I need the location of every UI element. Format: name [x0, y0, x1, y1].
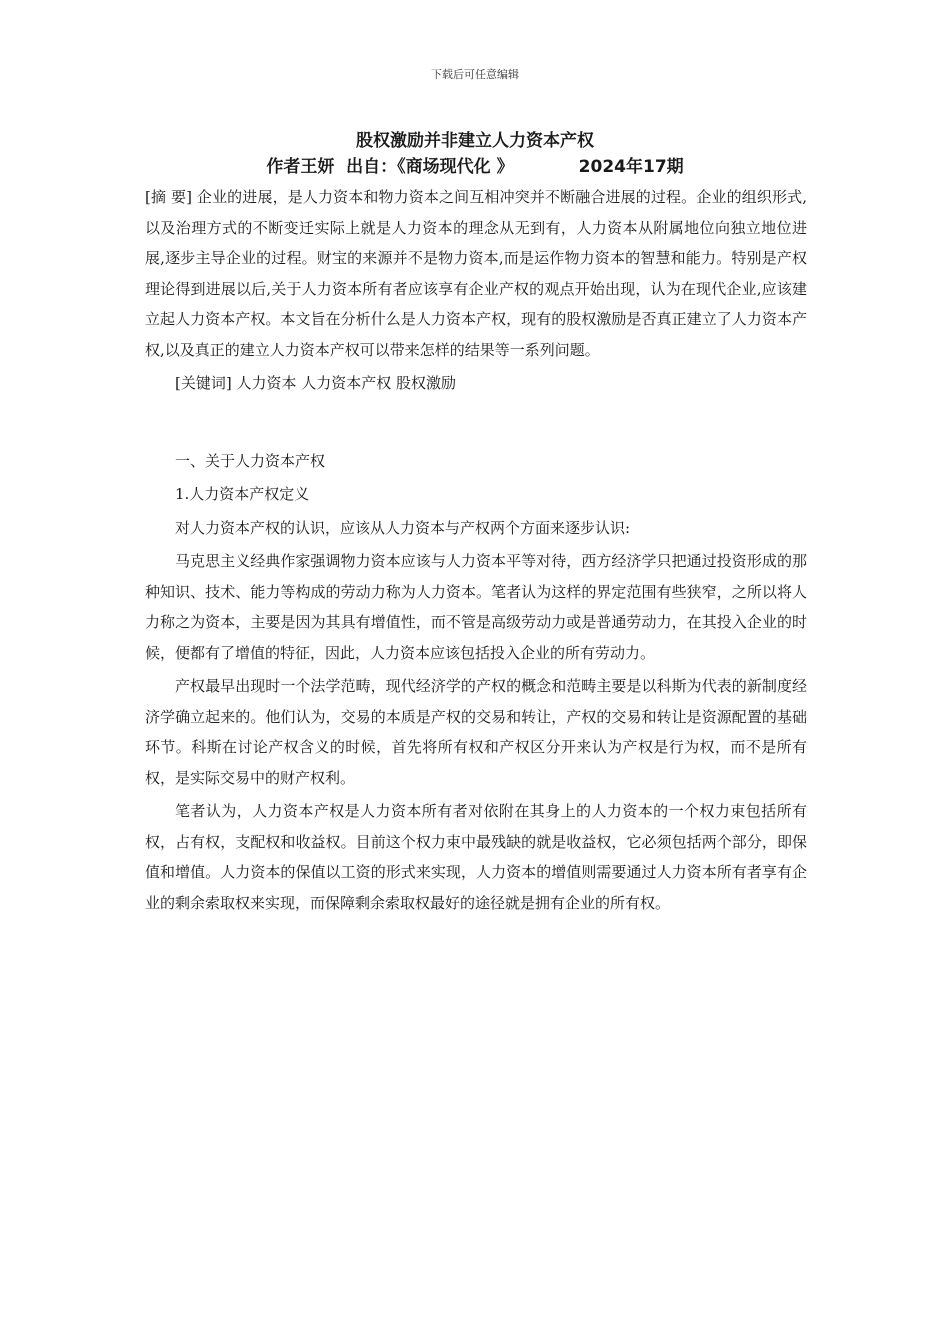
article-body	[145, 182, 807, 918]
header-note: 下载后可任意编辑	[431, 68, 519, 81]
section-heading: 一、关于人力资本产权	[175, 451, 326, 470]
abstract-paragraph: [摘 要] 企业的进展，是人力资本和物力资本之间互相冲突并不断融合进展的过程。企业的组织形式,以及治理方式的不断变迁实际上就是人力资本的理念从无到有，人力资本从附属地位向独立地位进展,逐步主导企业的过程。财宝的来源并不是物力资本,而是运作物力资本的智慧和能力。特别是产权理论得到进展以后,关于人力资本所有者应该享有企业产权的观点开始出现，认为在现代企业,应该建立起人力资本产权。本文旨在分析什么是人力资本产权，现有的股权激励是否真正建立了人力资本产权,以及真正的建立人力资本产权可以带来怎样的结果等一系列问题。	[145, 188, 807, 359]
subsection-heading: 1.人力资本产权定义	[175, 485, 310, 503]
article-title: 股权激励并非建立人力资本产权	[356, 131, 594, 151]
keywords-paragraph: [关键词] 人力资本 人力资本产权 股权激励	[175, 374, 457, 392]
body-paragraph: 产权最早出现时一个法学范畴，现代经济学的产权的概念和范畴主要是以科斯为代表的新制度经济学确立起来的。他们认为，交易的本质是产权的交易和转让，产权的交易和转让是资源配置的基础环节。科斯在讨论产权含义的时候，首先将所有权和产权区分开来认为产权是行为权，而不是所有权，是实际交易中的财产权利。	[145, 677, 807, 787]
article-byline: 作者王妍 出自：《商场现代化 》 2024年17期	[266, 157, 684, 177]
body-paragraph: 对人力资本产权的认识，应该从人力资本与产权两个方面来逐步认识:	[175, 518, 631, 537]
body-paragraph: 马克思主义经典作家强调物力资本应该与人力资本平等对待，西方经济学只把通过投资形成的那种知识、技术、能力等构成的劳动力称为人力资本。笔者认为这样的界定范围有些狭窄，之所以将人力称之为资本，主要是因为其具有增值性，而不管是高级劳动力或是普通劳动力，在其投入企业的时候，便都有了增值的特征，因此，人力资本应该包括投入企业的所有劳动力。	[145, 552, 807, 662]
body-paragraph: 笔者认为，人力资本产权是人力资本所有者对依附在其身上的人力资本的一个权力束包括所有权，占有权，支配权和收益权。目前这个权力束中最残缺的就是收益权，它必须包括两个部分，即保值和增值。人力资本的保值以工资的形式来实现，人力资本的增值则需要通过人力资本所有者享有企业的剩余索取权来实现，而保障剩余索取权最好的途径就是拥有企业的所有权。	[145, 802, 807, 912]
